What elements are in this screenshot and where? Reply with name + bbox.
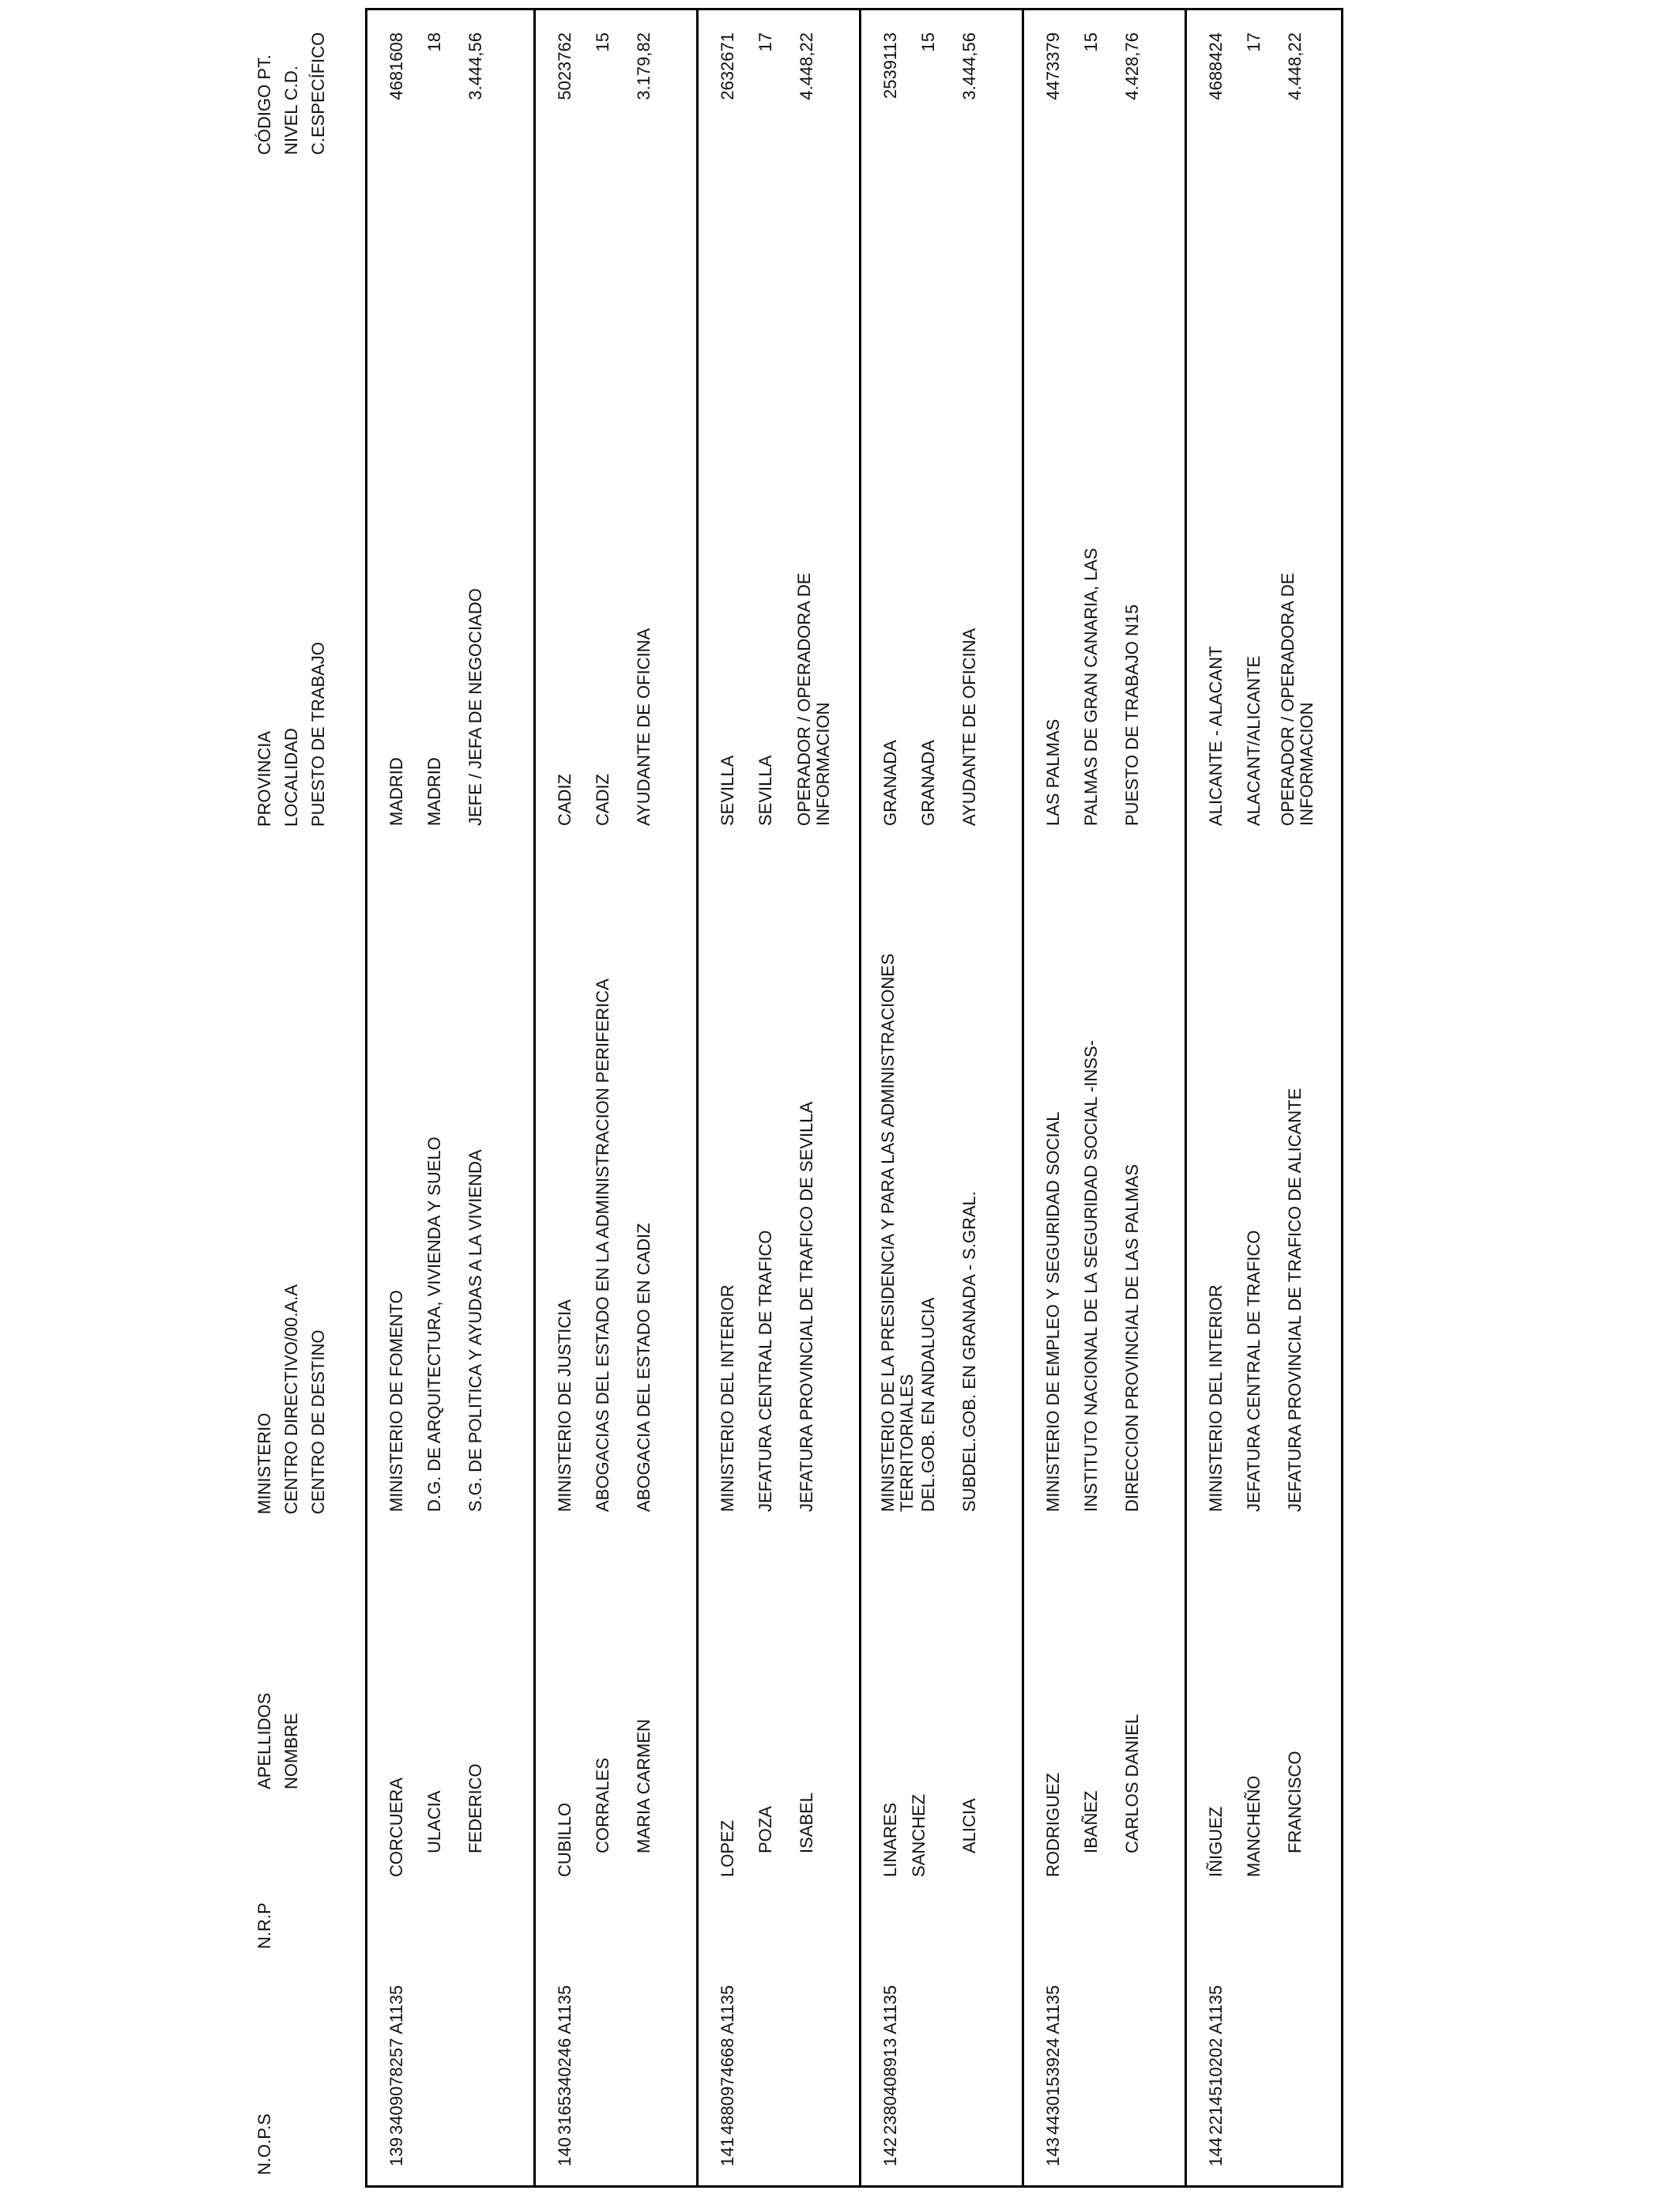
table-row <box>1185 10 1341 2185</box>
cell-c-especifico: 3.179,82 <box>634 32 654 100</box>
cell-apellido2: IBAÑEZ <box>1081 1790 1101 1853</box>
cell-apellido1: LINARES <box>880 1802 900 1877</box>
cell-apellido1: LOPEZ <box>718 1819 737 1877</box>
cell-apellido2: SANCHEZ <box>909 1793 929 1877</box>
table-row <box>696 10 859 2185</box>
cell-nrp: 4880974668 A1135 <box>718 1985 737 2135</box>
cell-codigo-pt: 2632671 <box>718 32 737 100</box>
cell-nrp: 2380408913 A1135 <box>880 1985 900 2135</box>
cell-centro-directivo: D.G. DE ARQUITECTURA, VIVIENDA Y SUELO <box>424 1137 444 1512</box>
cell-centro-directivo: ABOGACIAS DEL ESTADO EN LA ADMINISTRACION PERIFERICA <box>593 978 612 1512</box>
cell-nombre: MARIA CARMEN <box>634 1719 654 1853</box>
cell-nombre: FEDERICO <box>465 1763 485 1853</box>
cell-apellido1: IÑIGUEZ <box>1206 1806 1226 1877</box>
cell-localidad: MADRID <box>424 757 444 826</box>
cell-nrp: 4430153924 A1135 <box>1043 1985 1063 2135</box>
table-row <box>859 10 1022 2185</box>
cell-provincia: GRANADA <box>880 740 900 826</box>
cell-puesto: JEFE / JEFA DE NEGOCIADO <box>465 588 485 826</box>
cell-apellido1: CORCUERA <box>386 1777 406 1877</box>
cell-nombre: FRANCISCO <box>1285 1751 1305 1853</box>
cell-nops: 139 <box>386 2137 406 2166</box>
cell-apellido1: CUBILLO <box>555 1802 574 1877</box>
cell-apellido2: CORRALES <box>593 1757 612 1853</box>
cell-localidad: CADIZ <box>593 774 612 826</box>
cell-centro-directivo: JEFATURA CENTRAL DE TRAFICO <box>755 1230 775 1512</box>
cell-apellido1: RODRIGUEZ <box>1043 1773 1063 1877</box>
cell-localidad: SEVILLA <box>755 755 775 826</box>
header-nops: N.O.P.S <box>254 2113 274 2175</box>
cell-nivel-cd: 17 <box>1244 32 1264 52</box>
table-row <box>367 10 533 2185</box>
cell-centro-destino: JEFATURA PROVINCIAL DE TRAFICO DE SEVILLA <box>797 1101 816 1512</box>
cell-nivel-cd: 17 <box>755 32 775 52</box>
cell-centro-directivo: INSTITUTO NACIONAL DE LA SEGURIDAD SOCIAL -INSS- <box>1081 1040 1101 1512</box>
cell-nrp: 3165340246 A1135 <box>555 1985 574 2135</box>
cell-nivel-cd: 15 <box>1081 32 1101 52</box>
cell-nombre: ISABEL <box>797 1792 816 1853</box>
cell-nops: 140 <box>555 2137 574 2166</box>
cell-nrp: 2214510202 A1135 <box>1206 1985 1226 2135</box>
cell-centro-destino: SUBDEL.GOB. EN GRANADA - S.GRAL. <box>959 1191 979 1512</box>
cell-codigo-pt: 4473379 <box>1043 32 1063 100</box>
cell-nombre: ALICIA <box>959 1798 979 1853</box>
header-nrp: N.R.P <box>254 1902 274 1949</box>
cell-nivel-cd: 15 <box>593 32 612 52</box>
cell-puesto: AYUDANTE DE OFICINA <box>634 628 654 826</box>
cell-ministerio: MINISTERIO DEL INTERIOR <box>1206 1284 1226 1512</box>
cell-codigo-pt: 2539113 <box>880 32 900 100</box>
cell-c-especifico: 4.448,22 <box>797 32 816 100</box>
cell-provincia: CADIZ <box>555 774 574 826</box>
cell-nops: 144 <box>1206 2137 1226 2166</box>
records-table <box>365 8 1343 2188</box>
cell-nrp: 3409078257 A1135 <box>386 1985 406 2135</box>
cell-ministerio: MINISTERIO DE JUSTICIA <box>555 1299 574 1512</box>
cell-puesto: OPERADOR / OPERADORA DE INFORMACION <box>1278 572 1317 826</box>
table-row <box>533 10 696 2185</box>
cell-centro-destino: JEFATURA PROVINCIAL DE TRAFICO DE ALICANTE <box>1285 1088 1305 1512</box>
cell-ministerio: MINISTERIO DE EMPLEO Y SEGURIDAD SOCIAL <box>1043 1111 1063 1512</box>
cell-centro-destino: ABOGACIA DEL ESTADO EN CADIZ <box>634 1223 654 1512</box>
cell-apellido2: MANCHEÑO <box>1244 1775 1264 1877</box>
cell-ministerio: MINISTERIO DE FOMENTO <box>386 1290 406 1512</box>
cell-c-especifico: 3.444,56 <box>465 32 485 100</box>
header-codigo: CÓDIGO PT. NIVEL C.D. C.ESPECÍFICO <box>254 32 328 155</box>
cell-centro-directivo: JEFATURA CENTRAL DE TRAFICO <box>1244 1230 1264 1512</box>
cell-provincia: SEVILLA <box>718 755 737 826</box>
cell-nivel-cd: 18 <box>424 32 444 52</box>
cell-localidad: ALACANT/ALICANTE <box>1244 655 1264 826</box>
header-provincia: PROVINCIA LOCALIDAD PUESTO DE TRABAJO <box>254 642 328 827</box>
cell-nops: 143 <box>1043 2137 1063 2166</box>
cell-centro-directivo: DEL.GOB. EN ANDALUCIA <box>918 1297 938 1512</box>
cell-provincia: LAS PALMAS <box>1043 718 1063 826</box>
cell-ministerio: MINISTERIO DEL INTERIOR <box>718 1284 737 1512</box>
table-row <box>1022 10 1185 2185</box>
cell-nivel-cd: 15 <box>918 32 938 52</box>
cell-codigo-pt: 4681608 <box>386 32 406 100</box>
cell-apellido2: ULACIA <box>424 1790 444 1853</box>
cell-c-especifico: 4.428,76 <box>1122 32 1142 100</box>
cell-c-especifico: 3.444,56 <box>959 32 979 100</box>
cell-localidad: GRANADA <box>918 740 938 826</box>
cell-codigo-pt: 4688424 <box>1206 32 1226 100</box>
cell-puesto: OPERADOR / OPERADORA DE INFORMACION <box>794 572 833 826</box>
cell-codigo-pt: 5023762 <box>555 32 574 100</box>
cell-provincia: MADRID <box>386 757 406 826</box>
cell-localidad: PALMAS DE GRAN CANARIA, LAS <box>1081 548 1101 826</box>
cell-centro-destino: S.G. DE POLITICA Y AYUDAS A LA VIVIENDA <box>465 1149 485 1512</box>
cell-nops: 141 <box>718 2137 737 2166</box>
header-apellidos: APELLIDOS NOMBRE <box>254 1692 301 1789</box>
cell-puesto: PUESTO DE TRABAJO N15 <box>1122 604 1142 826</box>
header-ministerio: MINISTERIO CENTRO DIRECTIVO/00.A.A CENTRO DE DESTINO <box>254 1284 328 1514</box>
cell-apellido2: POZA <box>755 1806 775 1853</box>
cell-provincia: ALICANTE - ALACANT <box>1206 646 1226 826</box>
cell-nombre: CARLOS DANIEL <box>1122 1713 1142 1853</box>
cell-centro-destino: DIRECCION PROVINCIAL DE LAS PALMAS <box>1122 1163 1142 1512</box>
cell-ministerio: MINISTERIO DE LA PRESIDENCIA Y PARA LAS ADMINISTRACIONES TERRITORIALES <box>878 953 917 1512</box>
cell-c-especifico: 4.448,22 <box>1285 32 1305 100</box>
cell-puesto: AYUDANTE DE OFICINA <box>959 628 979 826</box>
cell-nops: 142 <box>880 2137 900 2166</box>
